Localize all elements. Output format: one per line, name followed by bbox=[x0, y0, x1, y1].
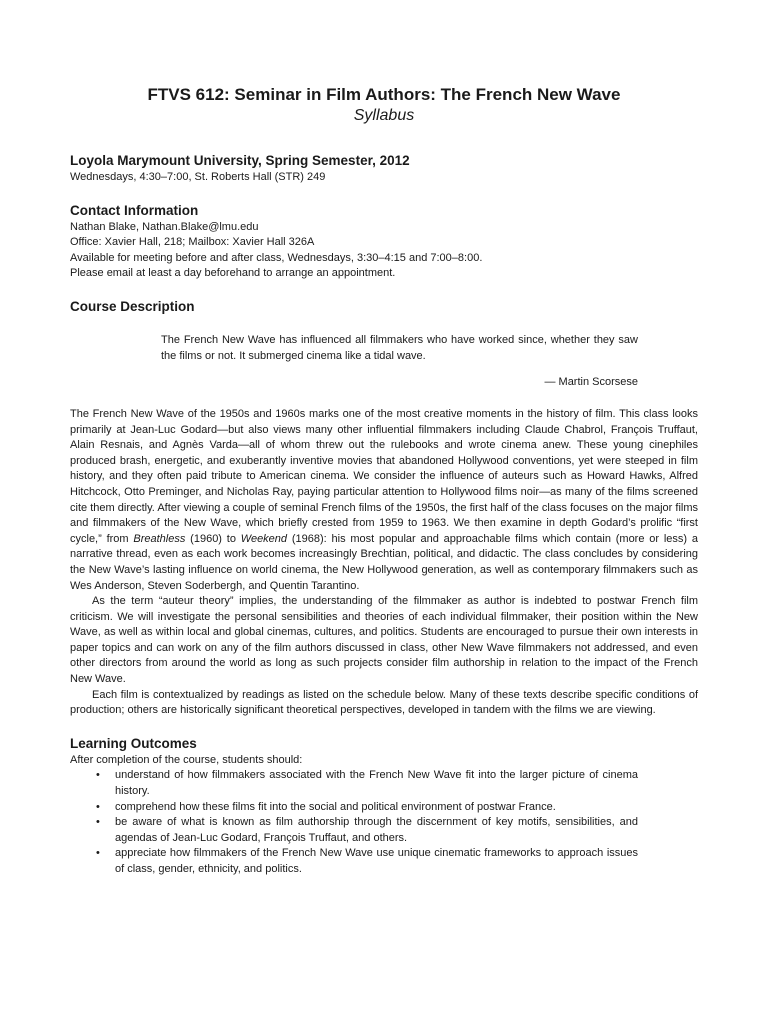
office-location: Office: Xavier Hall, 218; Mailbox: Xavier Hall 326A bbox=[70, 236, 315, 249]
list-item: • be aware of what is known as film authorship through the discernment of key motifs, sensibilities, and agendas of Jean-Luc Godard, François Truffaut, and others. bbox=[96, 815, 698, 846]
course-description-section bbox=[70, 298, 698, 719]
course-description-heading: Course Description bbox=[70, 298, 195, 314]
description-paragraph bbox=[70, 407, 698, 594]
auteur-paragraph: As the term “auteur theory” implies, the understanding of the filmmaker as author is indebted to postwar French film criticism. We will investigate the personal sensibilities and theories of each individual filmmaker, their position within the New Wave, as well as within local and global cinemas, cultures, and politics. Students are encouraged to pursue their own interests in paper topics and can work on any of the film authors discussed in class, other New Wave filmmakers not addressed, and even other directors from around the world as long as such projects consider film authorship in relation to the impact of the French New Wave. bbox=[70, 595, 698, 686]
document-subtitle: Syllabus bbox=[353, 107, 415, 124]
document-title: FTVS 612: Seminar in Film Authors: The French New Wave bbox=[147, 85, 621, 104]
list-item: • comprehend how these films fit into the social and political environment of postwar France. bbox=[96, 800, 698, 816]
film-title: Breathless bbox=[133, 532, 186, 545]
university-heading: Loyola Marymount University, Spring Semester, 2012 bbox=[70, 153, 410, 168]
list-item: • understand of how filmmakers associated with the French New Wave fit into the larger picture of cinema history. bbox=[96, 768, 698, 799]
appointment-note: Please email at least a day beforehand to arrange an appointment. bbox=[70, 267, 396, 280]
readings-paragraph: Each film is contextualized by readings as listed on the schedule below. Many of these texts describe specific conditions of production; others are historically significant theoretical perspectives, developed in tandem with the films we are viewing. bbox=[70, 688, 698, 717]
class-schedule: Wednesdays, 4:30–7:00, St. Roberts Hall (STR) 249 bbox=[70, 171, 326, 183]
office-hours: Available for meeting before and after class, Wednesdays, 3:30–4:15 and 7:00–8:00. bbox=[70, 251, 483, 264]
description-body bbox=[70, 407, 698, 719]
quote-text: The French New Wave has influenced all filmmakers who have worked since, whether they saw the films or not. It submerged cinema like a tidal wave. bbox=[161, 333, 638, 362]
film-title: Weekend bbox=[240, 532, 288, 545]
outcomes-list bbox=[70, 768, 698, 877]
university-section bbox=[70, 152, 698, 186]
paragraph-text: The French New Wave of the 1950s and 1960s marks one of the most creative moments in the history of film. This class looks primarily at Jean-Luc Godard—but also views many other influential filmmakers including Claude Chabrol, François Truffaut, Alain Resnais, and Agnès Varda—all of whom threw out the rulebooks and wrote cinema anew. These young cinephiles produced brash, energetic, and exuberantly inventive movies that abandoned Hollywood conventions, yet were steeped in film history, and they often paid tribute to American cinema. We consider the influence of auteurs such as Howard Hawks, Alfred Hitchcock, Otto Preminger, and Nicholas Ray, paying particular attention to Hollywood films noir—as many of the films screened cite them directly. After viewing a couple of seminal French films of the 1950s, the first half of the class focuses on the major films and filmmakers of the New Wave, which briefly crested from 1959 to 1963. We then examine in depth Godard’s prolific “first cycle,” from bbox=[70, 407, 698, 545]
quote-attribution: — Martin Scorsese bbox=[544, 375, 638, 388]
instructor-name-email: Nathan Blake, Nathan.Blake@lmu.edu bbox=[70, 220, 259, 233]
learning-outcomes-section bbox=[70, 735, 698, 878]
paragraph-text: (1960) to bbox=[185, 532, 241, 545]
epigraph-quote bbox=[70, 332, 698, 390]
outcomes-intro: After completion of the course, students should: bbox=[70, 753, 303, 766]
contact-heading: Contact Information bbox=[70, 202, 199, 218]
list-item: • appreciate how filmmakers of the French New Wave use unique cinematic frameworks to approach issues of class, gender, ethnicity, and politics. bbox=[96, 846, 698, 877]
learning-outcomes-heading: Learning Outcomes bbox=[70, 735, 197, 751]
title-block bbox=[70, 0, 698, 126]
paragraph-text: (1968): his most popular and approachable films which contain (more or less) a narrative thread, even as each work becomes increasingly Brechtian, political, and didactic. The class concludes by considering the New Wave’s lasting influence on world cinema, the New Hollywood generation, as well as contemporary filmmakers such as Wes Anderson, Steven Soderbergh, and Quentin Tarantino. bbox=[70, 532, 698, 592]
contact-section bbox=[70, 202, 698, 282]
